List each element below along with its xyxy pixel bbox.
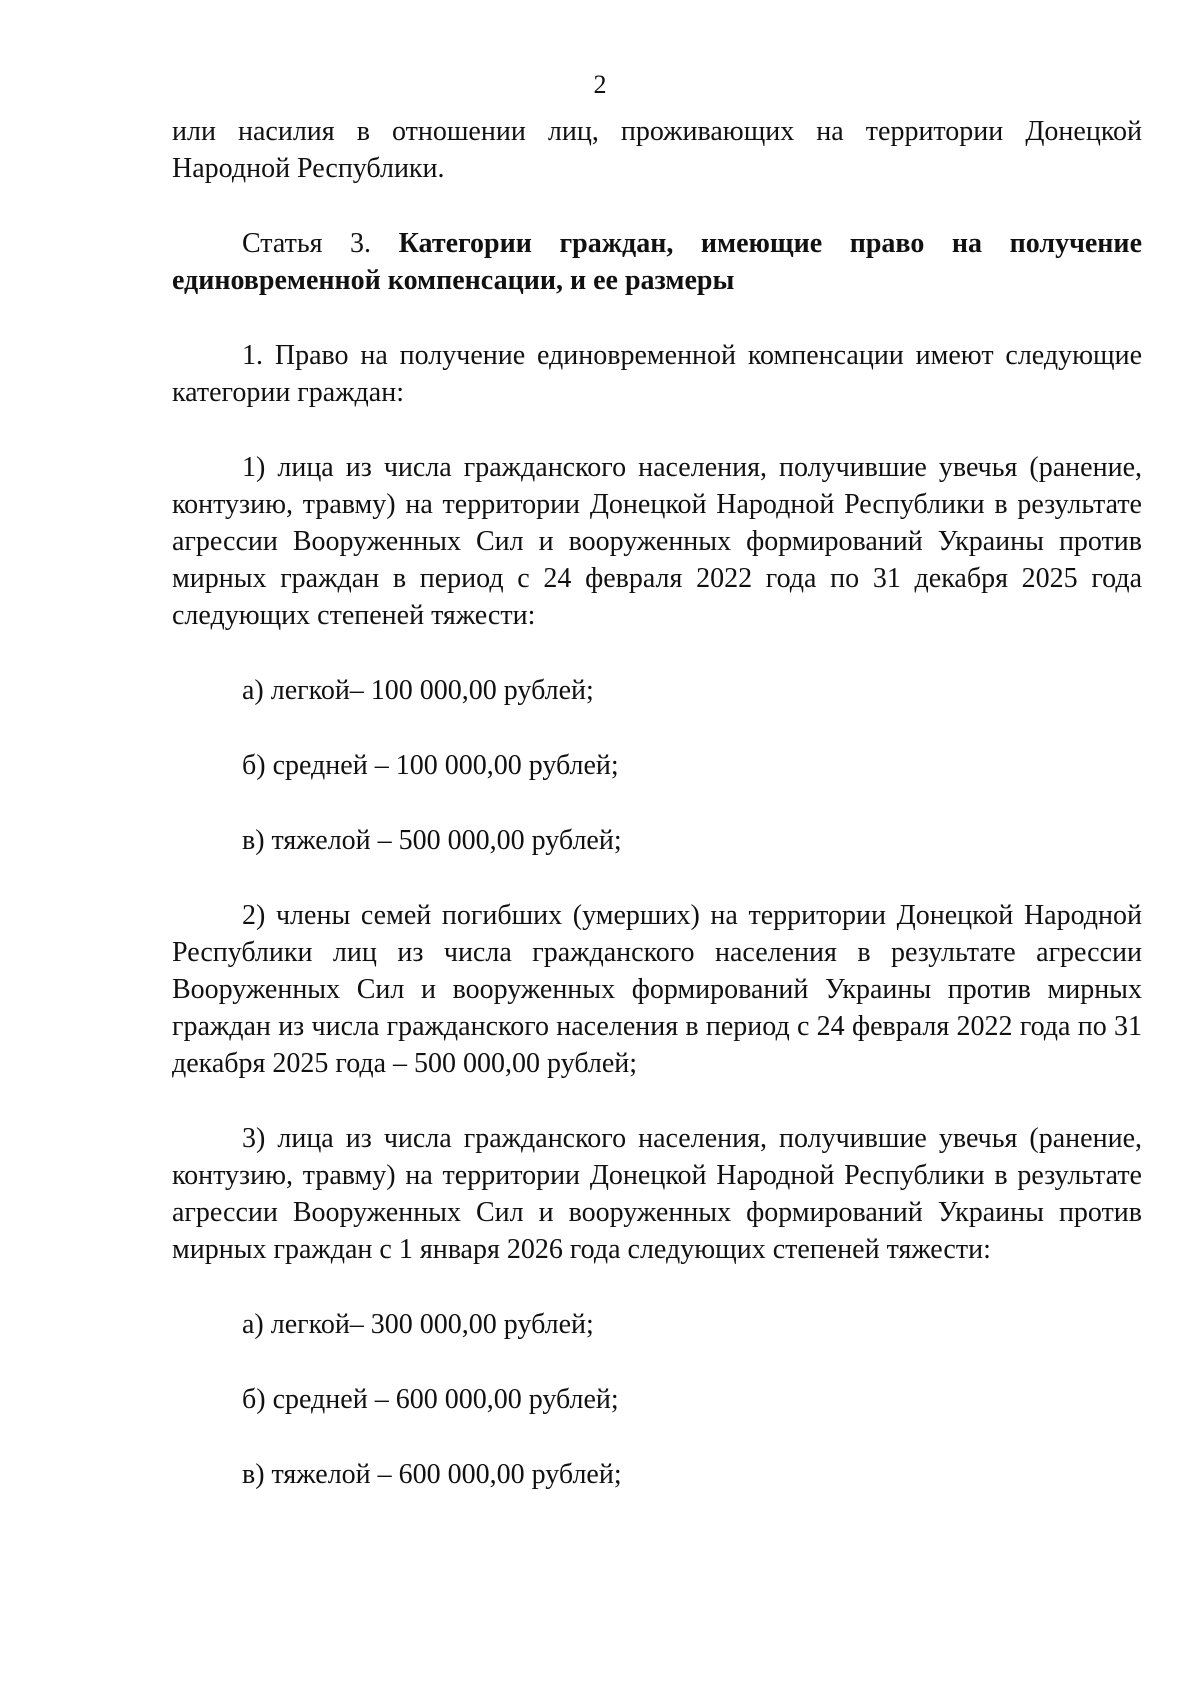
article-title: Категории граждан, имеющие право на получение единовременной компенсации, и ее размеры (172, 228, 1142, 296)
item-1-severity-heavy: в) тяжелой – 500 000,00 рублей; (242, 825, 622, 856)
clause-1-paragraph: 1. Право на получение единовременной компенсации имеют следующие категории граждан: (172, 340, 1142, 408)
item-3-severity-light: а) легкой– 300 000,00 рублей; (242, 1309, 594, 1340)
item-3-paragraph: 3) лица из числа гражданского населения, получившие увечья (ранение, контузию, травму) на территории Донецкой Народной Республики в результате агрессии Вооруженных Сил и вооруженных формирований Украины против мирных граждан с 1 января 2026 года следующих степеней тяжести: (172, 1123, 1142, 1265)
document-body (172, 113, 1142, 1493)
intro-paragraph: или насилия в отношении лиц, проживающих на территории Донецкой Народной Республики. (172, 116, 1142, 184)
item-1-paragraph: 1) лица из числа гражданского населения, получившие увечья (ранение, контузию, травму) на территории Донецкой Народной Республики в результате агрессии Вооруженных Сил и вооруженных формирований Украины против мирных граждан в период с 24 февраля 2022 года по 31 декабря 2025 года следующих степеней тяжести: (172, 452, 1142, 631)
item-3-severity-heavy: в) тяжелой – 600 000,00 рублей; (242, 1459, 622, 1490)
article-prefix: Статья 3. (242, 228, 372, 259)
item-2-paragraph: 2) члены семей погибших (умерших) на территории Донецкой Народной Республики лиц из числа гражданского населения в результате агрессии Вооруженных Сил и вооруженных формирований Украины против мирных граждан из числа гражданского населения в период с 24 февраля 2022 года по 31 декабря 2025 года – 500 000,00 рублей; (172, 900, 1142, 1079)
page-number: 2 (593, 70, 607, 99)
item-3-severity-medium: б) средней – 600 000,00 рублей; (242, 1384, 619, 1415)
item-1-severity-medium: б) средней – 100 000,00 рублей; (242, 750, 619, 781)
article-heading (172, 225, 1142, 299)
item-1-severity-light: а) легкой– 100 000,00 рублей; (242, 675, 594, 706)
